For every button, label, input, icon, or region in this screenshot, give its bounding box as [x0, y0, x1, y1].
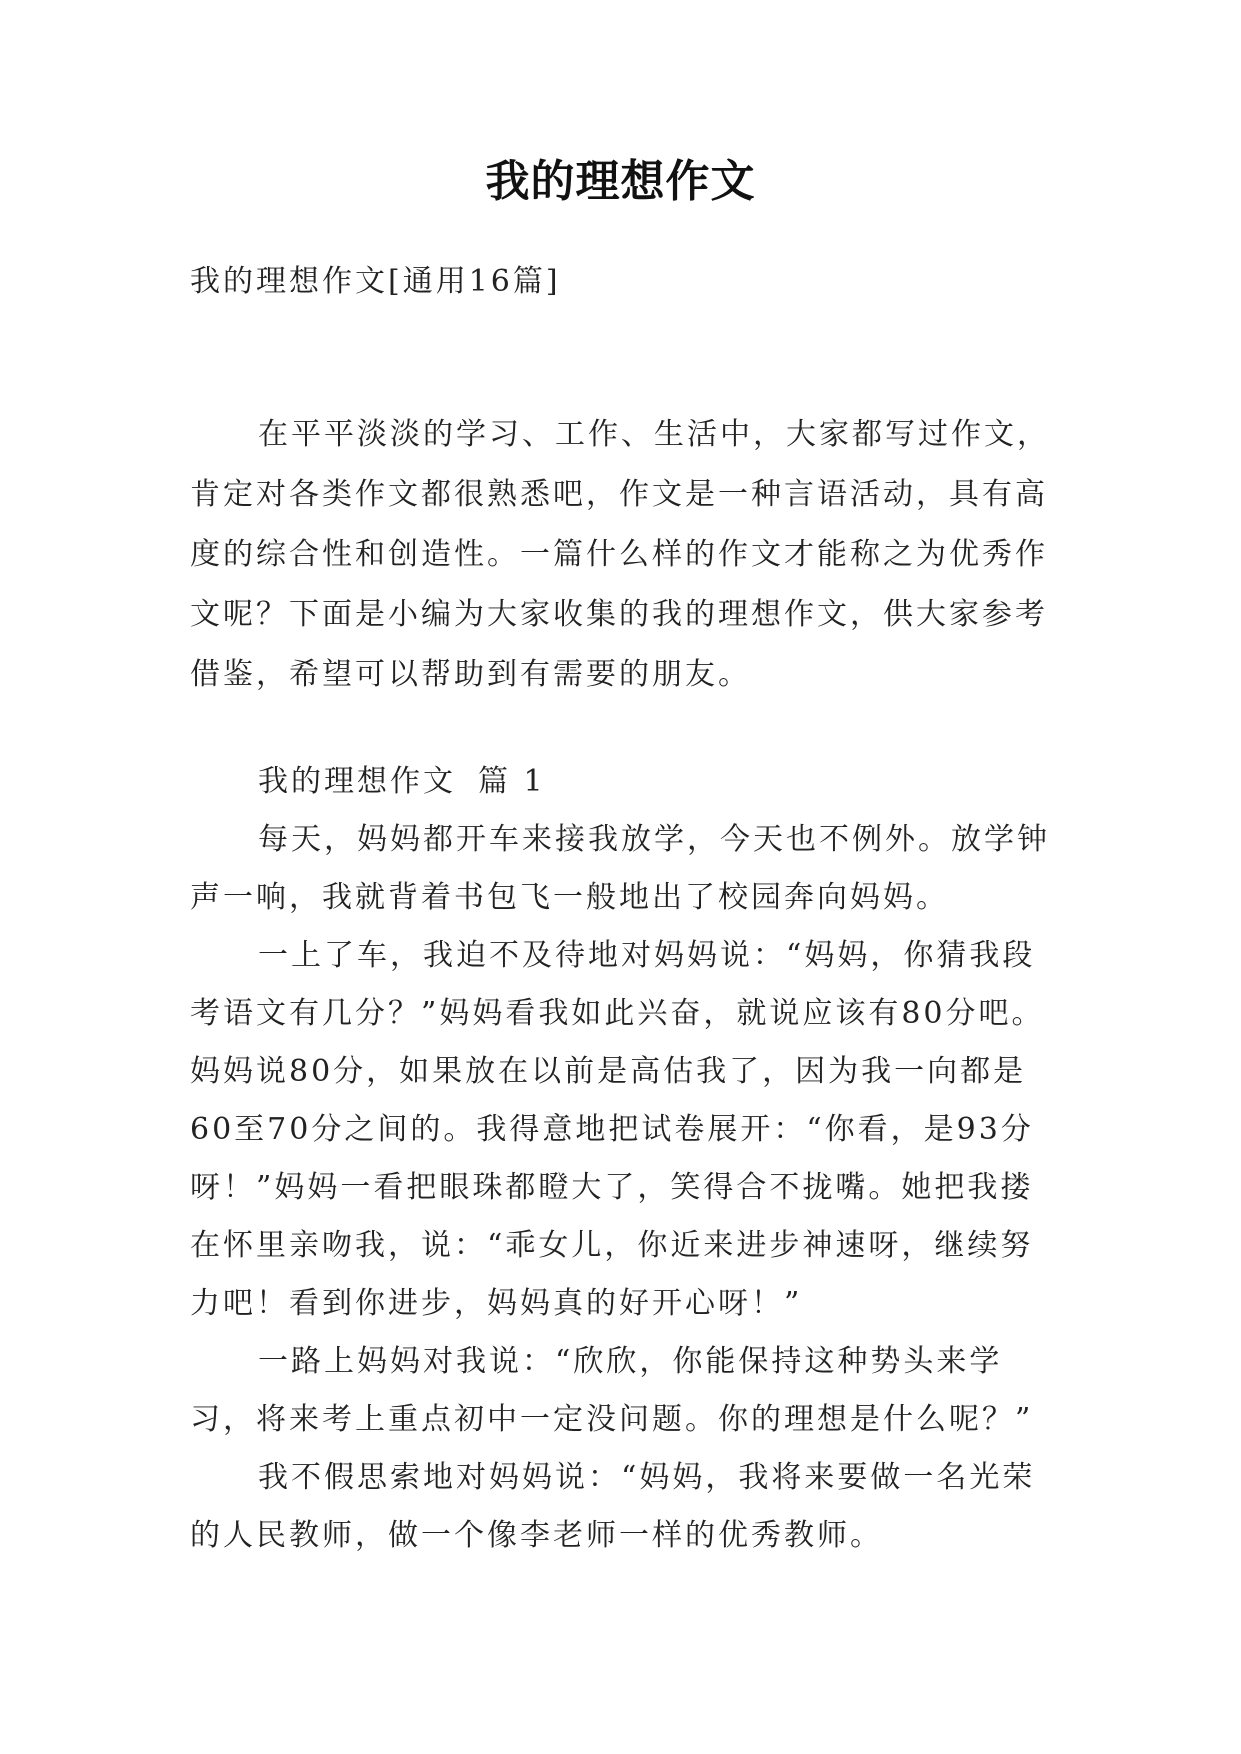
section-heading-title: 我的理想作文	[258, 764, 456, 799]
essay-section	[190, 753, 1050, 1565]
essay-paragraph: 我不假思索地对妈妈说：“妈妈，我将来要做一名光荣的人民教师，做一个像李老师一样的优秀教师。	[190, 1460, 1036, 1553]
section-heading	[190, 753, 1050, 811]
essay-paragraph: 一上了车，我迫不及待地对妈妈说：“妈妈，你猜我段考语文有几分？”妈妈看我如此兴奋，就说应该有80分吧。妈妈说80分，如果放在以前是高估我了，因为我一向都是60至70分之间的。我得意地把试卷展开：“你看，是93分呀！”妈妈一看把眼珠都瞪大了，笑得合不拢嘴。她把我搂在怀里亲吻我，说：“乖女儿，你近来进步神速呀，继续努力吧！看到你进步，妈妈真的好开心呀！”	[190, 938, 1045, 1321]
essay-paragraph: 每天，妈妈都开车来接我放学，今天也不例外。放学钟声一响，我就背着书包飞一般地出了校园奔向妈妈。	[190, 822, 1050, 915]
document-subtitle: 我的理想作文[通用16篇]	[190, 264, 561, 299]
intro-paragraph: 在平平淡淡的学习、工作、生活中，大家都写过作文，肯定对各类作文都很熟悉吧，作文是一种言语活动，具有高度的综合性和创造性。一篇什么样的作文才能称之为优秀作文呢？下面是小编为大家收集的我的理想作文，供大家参考借鉴，希望可以帮助到有需要的朋友。	[190, 417, 1050, 692]
essay-paragraph: 一路上妈妈对我说：“欣欣，你能保持这种势头来学习，将来考上重点初中一定没问题。你的理想是什么呢？”	[190, 1344, 1034, 1437]
document-title: 我的理想作文	[485, 156, 756, 207]
section-heading-number: 篇 1	[478, 764, 546, 799]
